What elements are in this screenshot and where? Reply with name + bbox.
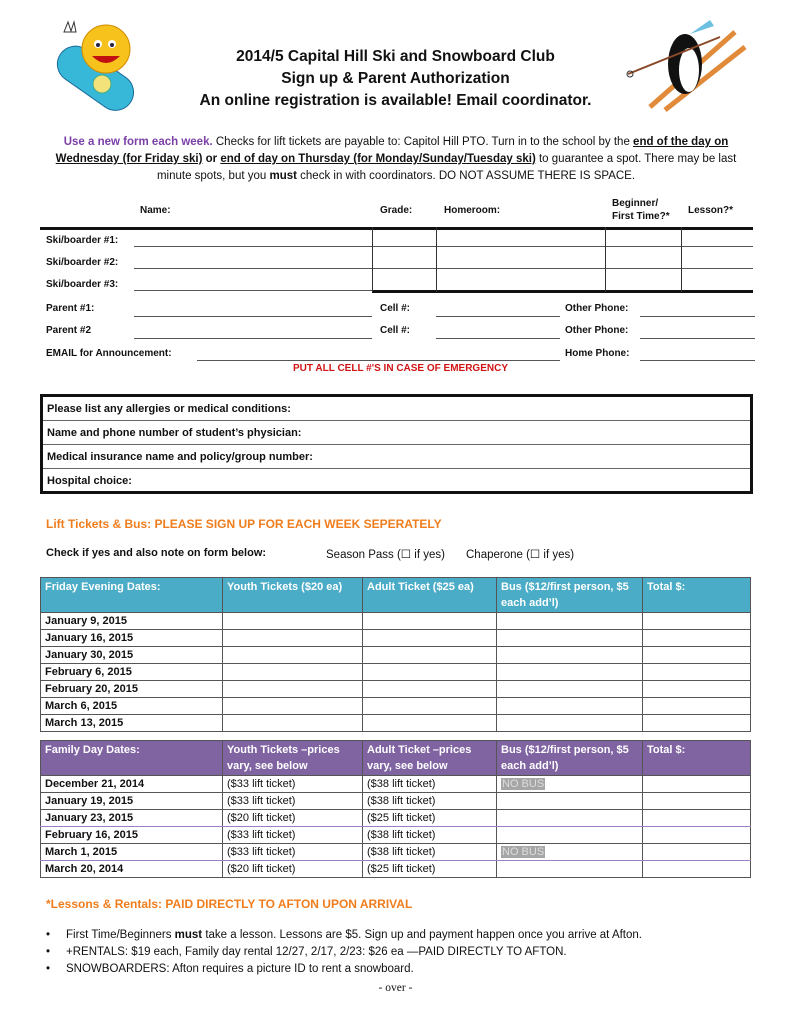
adult-cell[interactable]: ($38 lift ticket) [363, 844, 497, 861]
friday-col-bus: Bus ($12/first person, $5 each add’l) [497, 578, 643, 613]
skiboarder-1-label: Ski/boarder #1: [46, 235, 119, 246]
total-cell[interactable] [643, 844, 751, 861]
parent2-cell-label: Cell #: [380, 325, 411, 336]
email-label: EMAIL for Announcement: [46, 348, 172, 359]
bus-cell[interactable] [497, 647, 643, 664]
date-cell: January 16, 2015 [41, 630, 223, 647]
family-day-table [40, 740, 751, 878]
family-col-bus: Bus ($12/first person, $5 each add’l) [497, 741, 643, 776]
lessons-heading: *Lessons & Rentals: PAID DIRECTLY TO AFTON UPON ARRIVAL [46, 897, 413, 911]
table-row [41, 793, 751, 810]
list-item: • +RENTALS: $19 each, Family day rental 12/27, 2/17, 2/23: $26 ea —PAID DIRECTLY TO AFTON. [66, 944, 642, 961]
table-row [41, 698, 751, 715]
date-cell: February 20, 2015 [41, 681, 223, 698]
parent2-cell-field[interactable] [436, 338, 560, 339]
parent1-label: Parent #1: [46, 303, 95, 314]
student-bottom-rule [372, 290, 753, 293]
parent1-other-phone-field[interactable] [640, 316, 755, 317]
insurance-field[interactable]: Medical insurance name and policy/group number: [43, 445, 750, 469]
total-cell[interactable] [643, 861, 751, 878]
medical-info-box [40, 394, 753, 494]
intro-text-2: to guarantee a spot. There may be last minute spots, but you [156, 153, 737, 182]
bus-cell[interactable] [497, 776, 643, 793]
lessons-list [66, 927, 642, 978]
table-row [41, 647, 751, 664]
parent1-cell-label: Cell #: [380, 303, 411, 314]
table-row [41, 613, 751, 630]
bus-cell[interactable] [497, 681, 643, 698]
deadline-wednesday: end of the day on Wednesday (for Friday ski) [55, 136, 729, 165]
youth-cell[interactable] [223, 715, 363, 732]
home-phone-field[interactable] [640, 360, 755, 361]
deadline-thursday: end of day on Thursday (for Monday/Sunday/Tuesday ski) [220, 153, 536, 165]
date-cell: January 30, 2015 [41, 647, 223, 664]
skiboarder-2-name-field[interactable] [134, 268, 753, 269]
no-bus-badge: NO BUS [502, 846, 545, 858]
allergies-field[interactable]: Please list any allergies or medical conditions: [43, 397, 750, 421]
table-row [41, 827, 751, 844]
list-item [66, 927, 642, 944]
no-bus-badge: NO BUS [502, 778, 545, 790]
skiboarder-3-label: Ski/boarder #3: [46, 279, 119, 290]
date-cell: March 1, 2015 [41, 844, 223, 861]
total-cell[interactable] [643, 793, 751, 810]
adult-cell[interactable] [363, 681, 497, 698]
adult-cell[interactable]: ($38 lift ticket) [363, 827, 497, 844]
friday-header-row [41, 578, 751, 613]
bus-cell[interactable] [497, 844, 643, 861]
header-grade: Grade: [380, 205, 413, 216]
total-cell[interactable] [643, 613, 751, 630]
header-beginner [612, 197, 670, 223]
youth-cell[interactable]: ($20 lift ticket) [223, 861, 363, 878]
family-header-row [41, 741, 751, 776]
skiboarder-1-name-field[interactable] [134, 246, 753, 247]
youth-cell[interactable] [223, 613, 363, 630]
total-cell[interactable] [643, 681, 751, 698]
chaperone-checkbox[interactable]: Chaperone (☐ if yes) [466, 549, 575, 561]
parent2-field[interactable] [134, 338, 372, 339]
header-homeroom: Homeroom: [444, 205, 501, 216]
youth-cell[interactable]: ($33 lift ticket) [223, 793, 363, 810]
friday-evening-table [40, 577, 751, 732]
bus-cell[interactable] [497, 793, 643, 810]
bullet1-text-2: take a lesson. Lessons are $5. Sign up and payment happen once you arrive at Afton. [202, 929, 642, 941]
youth-cell[interactable] [223, 664, 363, 681]
table-row [41, 681, 751, 698]
title-line-2: Sign up & Parent Authorization [281, 70, 510, 87]
parent2-other-phone-label: Other Phone: [565, 325, 629, 336]
home-phone-label: Home Phone: [565, 348, 630, 359]
friday-col-dates: Friday Evening Dates: [41, 578, 223, 613]
adult-cell[interactable] [363, 630, 497, 647]
date-cell: March 20, 2014 [41, 861, 223, 878]
bus-cell[interactable] [497, 630, 643, 647]
grade-column-divider [372, 227, 373, 292]
adult-cell[interactable] [363, 664, 497, 681]
must-emphasis: must [269, 170, 297, 182]
lesson-column-divider [681, 227, 682, 292]
friday-col-youth: Youth Tickets ($20 ea) [223, 578, 363, 613]
table-row [41, 715, 751, 732]
bus-cell[interactable] [497, 827, 643, 844]
bus-cell[interactable] [497, 715, 643, 732]
header-beginner-line2: First Time?* [612, 211, 670, 222]
hospital-field[interactable]: Hospital choice: [47, 475, 132, 487]
date-cell: January 23, 2015 [41, 810, 223, 827]
family-col-total: Total $: [643, 741, 751, 776]
date-cell: March 6, 2015 [41, 698, 223, 715]
youth-cell[interactable] [223, 630, 363, 647]
total-cell[interactable] [643, 827, 751, 844]
bullet1-text: First Time/Beginners [66, 929, 175, 941]
total-cell[interactable] [643, 664, 751, 681]
page-title [0, 46, 791, 112]
date-cell: December 21, 2014 [41, 776, 223, 793]
list-item: • SNOWBOARDERS: Afton requires a picture ID to rent a snowboard. [66, 961, 642, 978]
title-line-1: 2014/5 Capital Hill Ski and Snowboard Club [236, 48, 555, 65]
total-cell[interactable] [643, 715, 751, 732]
header-beginner-line1: Beginner/ [612, 198, 659, 209]
title-line-3: An online registration is available! Email coordinator. [199, 92, 592, 109]
beginner-column-divider [605, 227, 606, 292]
lift-tickets-heading: Lift Tickets & Bus: PLEASE SIGN UP FOR EACH WEEK SEPERATELY [46, 517, 442, 531]
bus-cell[interactable] [497, 810, 643, 827]
new-form-note: Use a new form each week. [63, 136, 213, 148]
adult-cell[interactable]: ($25 lift ticket) [363, 810, 497, 827]
header-name: Name: [140, 205, 171, 216]
adult-cell[interactable]: ($38 lift ticket) [363, 793, 497, 810]
youth-cell[interactable] [223, 681, 363, 698]
youth-cell[interactable] [223, 698, 363, 715]
page-footer: - over - [378, 982, 413, 994]
season-pass-checkbox[interactable]: Season Pass (☐ if yes) [326, 549, 445, 561]
date-cell: January 19, 2015 [41, 793, 223, 810]
skiboarder-3-name-field[interactable] [134, 290, 372, 291]
date-cell: March 13, 2015 [41, 715, 223, 732]
bus-cell[interactable] [497, 613, 643, 630]
adult-cell[interactable] [363, 613, 497, 630]
header-rule [40, 227, 753, 230]
bullet1-must: must [174, 929, 203, 941]
bus-cell[interactable] [497, 861, 643, 878]
table-row [41, 844, 751, 861]
parent2-label: Parent #2 [46, 325, 92, 336]
physician-field[interactable]: Name and phone number of student’s physician: [43, 421, 750, 445]
youth-cell[interactable]: ($33 lift ticket) [223, 844, 363, 861]
intro-text-3: check in with coordinators. DO NOT ASSUME THERE IS SPACE. [296, 170, 636, 182]
date-cell: February 6, 2015 [41, 664, 223, 681]
adult-cell[interactable] [363, 698, 497, 715]
skiboarder-2-label: Ski/boarder #2: [46, 257, 119, 268]
parent2-other-phone-field[interactable] [640, 338, 755, 339]
check-label: Check if yes and also note on form below: [46, 547, 267, 559]
family-col-dates: Family Day Dates: [41, 741, 223, 776]
bus-cell[interactable] [497, 664, 643, 681]
adult-cell[interactable] [363, 647, 497, 664]
date-cell: February 16, 2015 [41, 827, 223, 844]
homeroom-column-divider [436, 227, 437, 292]
family-col-adult: Adult Ticket –prices vary, see below [363, 741, 497, 776]
table-row [41, 810, 751, 827]
youth-cell[interactable]: ($33 lift ticket) [223, 776, 363, 793]
emergency-note: PUT ALL CELL #'S IN CASE OF EMERGENCY [293, 363, 508, 374]
adult-cell[interactable]: ($25 lift ticket) [363, 861, 497, 878]
friday-col-adult: Adult Ticket ($25 ea) [363, 578, 497, 613]
adult-cell[interactable] [363, 715, 497, 732]
table-row [41, 664, 751, 681]
table-row [41, 630, 751, 647]
total-cell[interactable] [643, 630, 751, 647]
intro-or: or [202, 153, 221, 165]
total-cell[interactable] [643, 647, 751, 664]
friday-col-total: Total $: [643, 578, 751, 613]
total-cell[interactable] [643, 776, 751, 793]
parent1-other-phone-label: Other Phone: [565, 303, 629, 314]
table-row [41, 861, 751, 878]
youth-cell[interactable]: ($33 lift ticket) [223, 827, 363, 844]
instructions-paragraph [40, 134, 752, 185]
family-col-youth: Youth Tickets –prices vary, see below [223, 741, 363, 776]
parent1-field[interactable] [134, 316, 372, 317]
header-lesson: Lesson?* [688, 205, 734, 216]
bus-cell[interactable] [497, 698, 643, 715]
youth-cell[interactable]: ($20 lift ticket) [223, 810, 363, 827]
total-cell[interactable] [643, 810, 751, 827]
adult-cell[interactable]: ($38 lift ticket) [363, 776, 497, 793]
youth-cell[interactable] [223, 647, 363, 664]
parent1-cell-field[interactable] [436, 316, 560, 317]
total-cell[interactable] [643, 698, 751, 715]
table-row [41, 776, 751, 793]
date-cell: January 9, 2015 [41, 613, 223, 630]
intro-text: Checks for lift tickets are payable to: Capitol Hill PTO. Turn in to the school by the [212, 136, 634, 148]
email-field[interactable] [197, 360, 560, 361]
